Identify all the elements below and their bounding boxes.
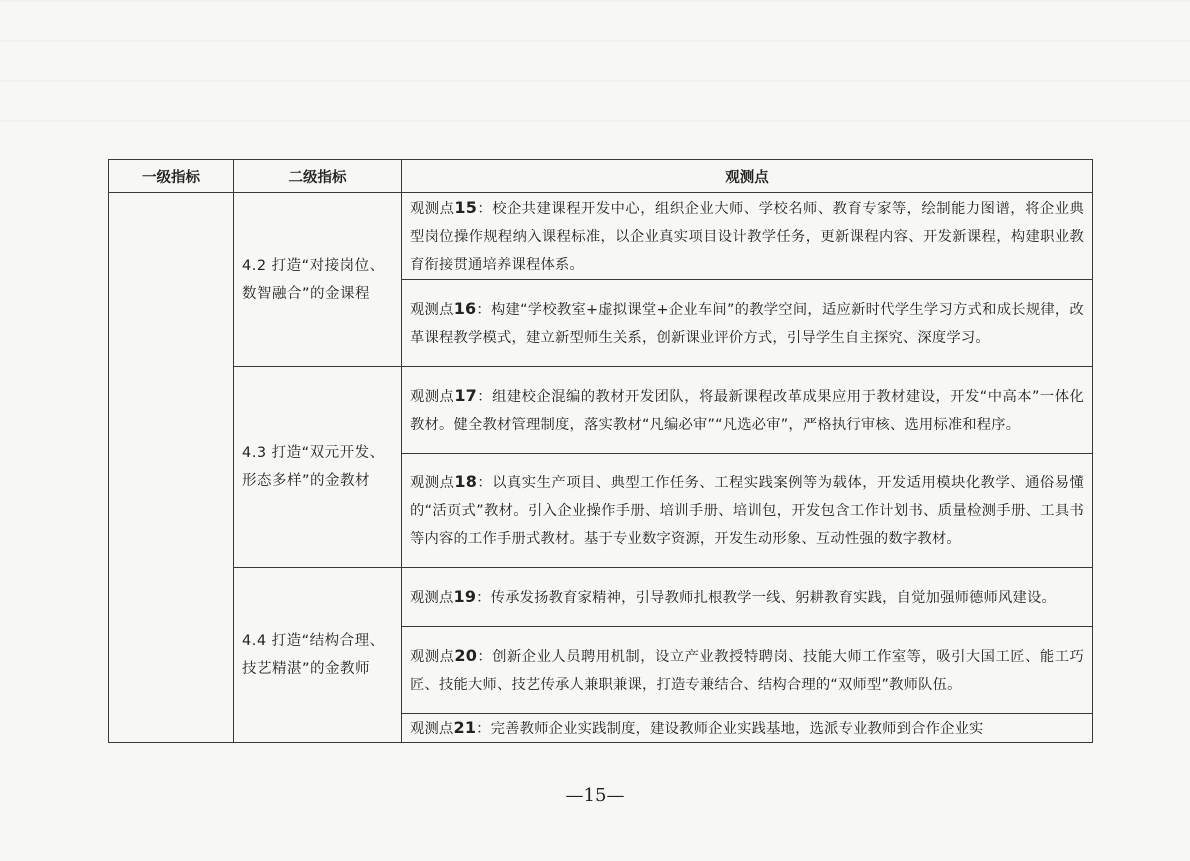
obs-label: 观测点 (410, 589, 454, 606)
obs-text: ：组建校企混编的教材开发团队，将最新课程改革成果应用于教材建设，开发“中高本”一体化教材。健全教材管理制度，落实教材“凡编必审”“凡选必审”，严格执行审核、选用标准和程序。 (410, 388, 1084, 433)
obs-text: ：创新企业人员聘用机制，设立产业教授特聘岗、技能大师工作室等，吸引大国工匠、能工巧匠、技能大师、技艺传承人兼职兼课，打造专兼结合、结构合理的“双师型”教师队伍。 (410, 648, 1084, 693)
observation-cell-19 (402, 568, 1093, 627)
header-level2: 二级指标 (234, 160, 402, 193)
obs-label: 观测点 (410, 301, 454, 318)
header-level1: 一级指标 (109, 160, 234, 193)
obs-text: ：以真实生产项目、典型工作任务、工程实践案例等为载体，开发适用模块化教学、通俗易懂的“活页式”教材。引入企业操作手册、培训手册、培训包，开发包含工作计划书、质量检测手册、工具书等内容的工作手册式教材。基于专业数字资源，开发生动形象、互动性强的数字教材。 (410, 475, 1084, 547)
obs-number: 21 (453, 718, 477, 737)
obs-label: 观测点 (410, 648, 455, 665)
level1-cell (109, 193, 234, 743)
obs-label: 观测点 (410, 721, 454, 737)
header-observation: 观测点 (402, 160, 1093, 193)
obs-number: 16 (453, 298, 477, 318)
obs-number: 18 (454, 472, 478, 491)
observation-cell-16 (402, 280, 1093, 367)
obs-label: 观测点 (410, 200, 455, 217)
observation-cell-20 (402, 627, 1093, 714)
obs-number: 15 (454, 197, 478, 217)
obs-number: 19 (453, 586, 477, 606)
obs-label: 观测点 (410, 388, 455, 405)
table-row (109, 568, 1093, 627)
observation-cell-18 (402, 454, 1093, 568)
obs-text: ：传承发扬教育家精神，引导教师扎根教学一线、躬耕教育实践，自觉加强师德师风建设。 (476, 589, 1057, 606)
level2-cell-4-3: 4.3 打造“双元开发、形态多样”的金教材 (234, 367, 402, 568)
table-row (109, 367, 1093, 454)
obs-text: ：校企共建课程开发中心，组织企业大师、学校名师、教育专家等，绘制能力图谱，将企业典型岗位操作规程纳入课程标准，以企业真实项目设计教学任务，更新课程内容、开发新课程，构建职业教育衔接贯通培养课程体系。 (410, 200, 1084, 273)
obs-21-clip (410, 714, 1084, 742)
level2-cell-4-4: 4.4 打造“结构合理、技艺精湛”的金教师 (234, 568, 402, 743)
obs-number: 17 (454, 385, 478, 405)
bleed-through-texture (0, 0, 1190, 150)
obs-label: 观测点 (410, 475, 455, 491)
observation-cell-21 (402, 714, 1093, 743)
obs-text: ：完善教师企业实践制度，建设教师企业实践基地，选派专业教师到合作企业实 (476, 721, 984, 737)
obs-text: ：构建“学校教室+虚拟课堂+企业车间”的教学空间，适应新时代学生学习方式和成长规律，改革课程教学模式，建立新型师生关系，创新课业评价方式，引导学生自主探究、深度学习。 (410, 301, 1084, 346)
table-row (109, 193, 1093, 280)
page-number: —15— (565, 785, 625, 806)
observation-cell-17 (402, 367, 1093, 454)
observation-cell-15 (402, 193, 1093, 280)
level2-cell-4-2: 4.2 打造“对接岗位、数智融合”的金课程 (234, 193, 402, 367)
table-header-row (109, 160, 1093, 193)
obs-number: 20 (454, 645, 478, 665)
indicator-table (108, 159, 1093, 743)
